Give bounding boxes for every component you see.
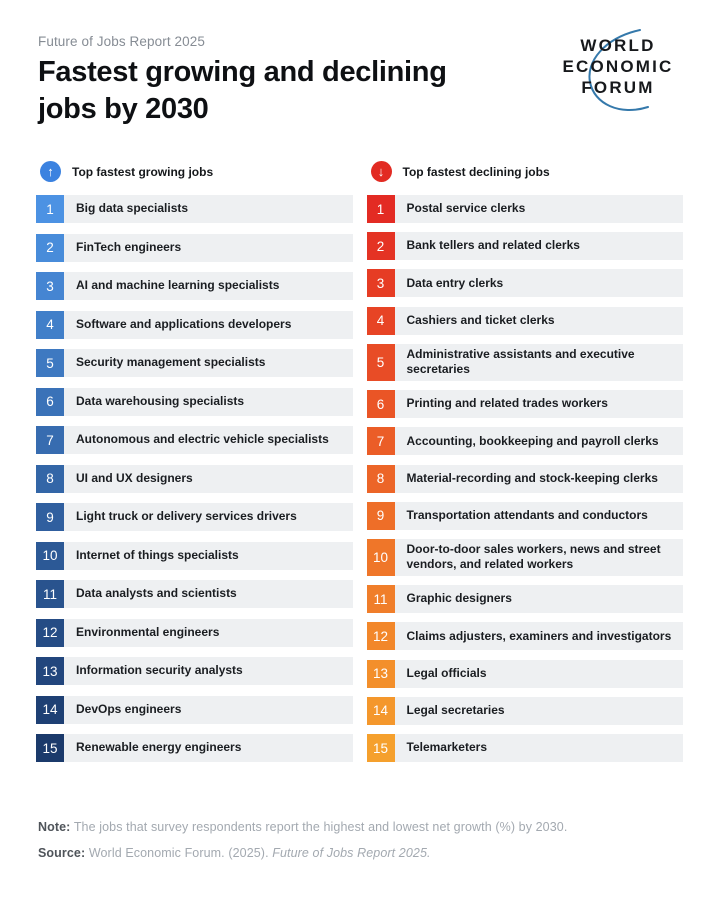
- rank-badge: 13: [367, 660, 395, 688]
- logo-word-2: ECONOMIC: [562, 57, 674, 76]
- job-row: [36, 465, 353, 493]
- job-row: [367, 697, 684, 725]
- rank-badge: 11: [36, 580, 64, 608]
- job-row: [36, 349, 353, 377]
- declining-header-label: Top fastest declining jobs: [402, 164, 550, 179]
- job-row: [36, 542, 353, 570]
- growing-column-header: [36, 161, 353, 182]
- rank-badge: 6: [36, 388, 64, 416]
- job-label: FinTech engineers: [64, 234, 353, 262]
- source: [38, 846, 431, 860]
- job-row: [36, 426, 353, 454]
- job-label: Data entry clerks: [395, 269, 684, 297]
- job-label: Graphic designers: [395, 585, 684, 613]
- job-row: [36, 311, 353, 339]
- rank-badge: 3: [367, 269, 395, 297]
- job-row: [36, 272, 353, 300]
- column-headers: [36, 161, 683, 182]
- rank-badge: 7: [36, 426, 64, 454]
- rank-badge: 1: [367, 195, 395, 223]
- note: [38, 820, 567, 834]
- job-label: Renewable energy engineers: [64, 734, 353, 762]
- job-label: Claims adjusters, examiners and investigators: [395, 622, 684, 650]
- job-row: [367, 465, 684, 493]
- job-label: Environmental engineers: [64, 619, 353, 647]
- rank-badge: 9: [36, 503, 64, 531]
- job-row: [367, 195, 684, 223]
- logo-word-1: WORLD: [580, 36, 656, 55]
- job-label: Internet of things specialists: [64, 542, 353, 570]
- job-label: Transportation attendants and conductors: [395, 502, 684, 530]
- rank-badge: 4: [36, 311, 64, 339]
- job-row: [367, 539, 684, 576]
- rank-badge: 2: [36, 234, 64, 262]
- job-label: Bank tellers and related clerks: [395, 232, 684, 260]
- job-label: Administrative assistants and executive secretaries: [395, 344, 684, 381]
- job-row: [36, 696, 353, 724]
- job-label: Telemarketers: [395, 734, 684, 762]
- rank-badge: 11: [367, 585, 395, 613]
- job-label: Printing and related trades workers: [395, 390, 684, 418]
- rank-badge: 13: [36, 657, 64, 685]
- job-label: Postal service clerks: [395, 195, 684, 223]
- job-label: Cashiers and ticket clerks: [395, 307, 684, 335]
- declining-column-header: [367, 161, 684, 182]
- rank-badge: 14: [367, 697, 395, 725]
- rank-badge: 1: [36, 195, 64, 223]
- source-report-title: Future of Jobs Report 2025.: [272, 846, 431, 860]
- job-row: [36, 195, 353, 223]
- rank-badge: 12: [36, 619, 64, 647]
- wef-logo-graphic: [540, 24, 690, 119]
- rank-badge: 6: [367, 390, 395, 418]
- job-label: Big data specialists: [64, 195, 353, 223]
- job-label: Legal officials: [395, 660, 684, 688]
- job-row: [36, 388, 353, 416]
- declining-jobs-list: [367, 195, 684, 762]
- rank-badge: 8: [367, 465, 395, 493]
- growing-header-label: Top fastest growing jobs: [72, 164, 214, 179]
- job-row: [367, 344, 684, 381]
- job-label: Light truck or delivery services drivers: [64, 503, 353, 531]
- rank-badge: 10: [367, 539, 395, 576]
- job-row: [367, 427, 684, 455]
- job-label: Door-to-door sales workers, news and street vendors, and related workers: [395, 539, 684, 576]
- rank-badge: 14: [36, 696, 64, 724]
- rank-badge: 9: [367, 502, 395, 530]
- job-label: Autonomous and electric vehicle specialists: [64, 426, 353, 454]
- logo-word-3: FORUM: [581, 78, 655, 97]
- page-title: Fastest growing and declining jobs by 2030: [38, 56, 447, 125]
- rank-badge: 15: [367, 734, 395, 762]
- job-row: [36, 580, 353, 608]
- rank-badge: 12: [367, 622, 395, 650]
- job-label: AI and machine learning specialists: [64, 272, 353, 300]
- job-row: [367, 622, 684, 650]
- rank-badge: 7: [367, 427, 395, 455]
- job-row: [367, 307, 684, 335]
- job-row: [367, 502, 684, 530]
- job-label: Security management specialists: [64, 349, 353, 377]
- job-row: [36, 734, 353, 762]
- job-label: Software and applications developers: [64, 311, 353, 339]
- job-row: [36, 503, 353, 531]
- job-row: [36, 619, 353, 647]
- job-label: Data analysts and scientists: [64, 580, 353, 608]
- rank-badge: 5: [367, 344, 395, 381]
- job-label: DevOps engineers: [64, 696, 353, 724]
- job-row: [367, 660, 684, 688]
- note-text: The jobs that survey respondents report the highest and lowest net growth (%) by 2030.: [73, 820, 568, 834]
- rank-badge: 2: [367, 232, 395, 260]
- job-label: Information security analysts: [64, 657, 353, 685]
- note-label: Note:: [38, 820, 71, 834]
- rank-badge: 15: [36, 734, 64, 762]
- job-label: UI and UX designers: [64, 465, 353, 493]
- job-row: [36, 234, 353, 262]
- rank-badge: 5: [36, 349, 64, 377]
- rank-badge: 4: [367, 307, 395, 335]
- source-text: World Economic Forum. (2025).: [88, 846, 269, 860]
- rank-badge: 10: [36, 542, 64, 570]
- job-row: [367, 269, 684, 297]
- job-row: [367, 390, 684, 418]
- job-row: [367, 232, 684, 260]
- job-row: [367, 585, 684, 613]
- source-label: Source:: [38, 846, 86, 860]
- rank-badge: 8: [36, 465, 64, 493]
- job-label: Material-recording and stock-keeping clerks: [395, 465, 684, 493]
- arrow-up-icon: ↑: [40, 161, 61, 182]
- job-row: [367, 734, 684, 762]
- growing-jobs-list: [36, 195, 353, 762]
- report-eyebrow: Future of Jobs Report 2025: [38, 34, 205, 49]
- job-row: [36, 657, 353, 685]
- arrow-down-icon: ↓: [371, 161, 392, 182]
- job-label: Accounting, bookkeeping and payroll clerks: [395, 427, 684, 455]
- wef-logo: [540, 24, 690, 119]
- job-label: Legal secretaries: [395, 697, 684, 725]
- job-label: Data warehousing specialists: [64, 388, 353, 416]
- rank-badge: 3: [36, 272, 64, 300]
- ranked-lists: [36, 195, 683, 762]
